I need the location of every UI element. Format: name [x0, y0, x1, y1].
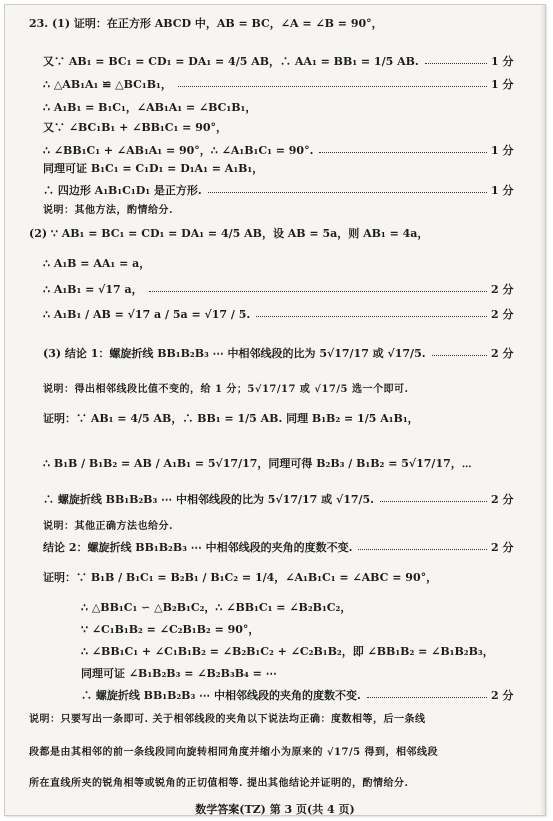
line-text: (2) ∵ AB₁ = BC₁ = CD₁ = DA₁ = 4/5 AB，设 AB = 5a，则 AB₁ = 4a， — [29, 227, 429, 240]
dot-leader — [432, 347, 487, 356]
line-text: 又∵ ∠BC₁B₁ + ∠BB₁C₁ = 90°， — [43, 121, 227, 134]
line-text: 又∵ AB₁ = BC₁ = CD₁ = DA₁ = 4/5 AB，∴ AA₁ = BB₁ = 1/5 AB. — [43, 55, 419, 68]
line-text: 所在直线所夹的锐角相等或锐角的正切值相等. 提出其他结论并证明的，酌情给分. — [29, 778, 409, 789]
line-text: ∴ ∠BB₁C₁ + ∠AB₁A₁ = 90°，∴ ∠A₁B₁C₁ = 90°. — [43, 144, 314, 157]
line-text: ∴ A₁B₁ / AB = √17 a / 5a = √17 / 5. — [43, 308, 251, 321]
line-text: ∴ ∠BB₁C₁ + ∠C₁B₁B₂ = ∠B₂B₁C₂ + ∠C₂B₁B₂，即 ∠BB₁B₂ = ∠B₁B₂B₃， — [81, 645, 494, 658]
line-text: ∴ △AB₁A₁ ≌ △BC₁B₁， — [43, 78, 172, 91]
score-mark: 2 分 — [491, 347, 514, 360]
line-text: 段都是由其相邻的前一条线段同向旋转相同角度并缩小为原来的 √17/5 得到，相邻线段 — [29, 747, 439, 758]
answer-sheet-page — [4, 4, 546, 816]
line-text: ∴ B₁B / B₁B₂ = AB / A₁B₁ = 5√17/17，同理可得 B₂B₃ / B₁B₂ = 5√17/17，⋯ — [43, 457, 472, 470]
page-edge-shadow — [540, 5, 545, 815]
page-footer: 数学答案(TZ) 第 3 页(共 4 页) — [195, 803, 355, 816]
line-text: ∴ 四边形 A₁B₁C₁D₁ 是正方形. — [43, 184, 202, 197]
dot-leader — [149, 283, 487, 292]
score-mark: 1 分 — [491, 55, 514, 68]
line-text: 23. (1) 证明：在正方形 ABCD 中，AB = BC，∠A = ∠B = 90°， — [29, 17, 383, 30]
line-text: ∵ ∠C₁B₁B₂ = ∠C₂B₁B₂ = 90°， — [81, 623, 260, 636]
dot-leader — [319, 144, 487, 153]
score-mark: 2 分 — [491, 541, 514, 554]
dot-leader — [380, 493, 487, 502]
line-text: 证明：∵ B₁B / B₁C₁ = B₂B₁ / B₁C₂ = 1/4，∠A₁B₁C₁ = ∠ABC = 90°， — [43, 571, 438, 584]
line-text: 说明：只要写出一条即可. 关于相邻线段的夹角以下说法均正确：度数相等，后一条线 — [29, 714, 426, 725]
dot-leader — [367, 689, 487, 698]
dot-leader — [208, 184, 487, 193]
dot-leader — [358, 541, 487, 550]
dot-leader — [256, 308, 487, 317]
score-mark: 2 分 — [491, 283, 514, 296]
line-text: (3) 结论 1：螺旋折线 BB₁B₂B₃ ⋯ 中相邻线段的比为 5√17/17 或 √17/5. — [43, 347, 426, 360]
score-mark: 2 分 — [491, 493, 514, 506]
line-text: ∴ 螺旋折线 BB₁B₂B₃ ⋯ 中相邻线段的比为 5√17/17 或 √17/5. — [43, 493, 375, 506]
line-text: 说明：其他方法，酌情给分. — [43, 205, 173, 216]
score-mark: 1 分 — [491, 78, 514, 91]
line-text: ∴ A₁B = AA₁ = a， — [43, 257, 151, 270]
dot-leader — [425, 55, 487, 64]
score-mark: 2 分 — [491, 689, 514, 702]
dot-leader — [178, 78, 487, 87]
score-mark: 1 分 — [491, 184, 514, 197]
line-text: ∴ A₁B₁ = √17 a， — [43, 283, 143, 296]
score-mark: 1 分 — [491, 144, 514, 157]
line-text: 结论 2：螺旋折线 BB₁B₂B₃ ⋯ 中相邻线段的夹角的度数不变. — [43, 541, 353, 554]
line-text: 说明：得出相邻线段比值不变的，给 1 分；5√17/17 或 √17/5 选一个即可. — [43, 384, 409, 395]
score-mark: 2 分 — [491, 308, 514, 321]
line-text: ∴ 螺旋折线 BB₁B₂B₃ ⋯ 中相邻线段的夹角的度数不变. — [81, 689, 361, 702]
line-text: 同理可证 ∠B₁B₂B₃ = ∠B₂B₃B₄ = ⋯ — [81, 667, 277, 680]
line-text: ∴ △BB₁C₁ ∽ △B₂B₁C₂，∴ ∠BB₁C₁ = ∠B₂B₁C₂， — [81, 601, 352, 614]
line-text: 同理可证 B₁C₁ = C₁D₁ = D₁A₁ = A₁B₁， — [43, 162, 264, 175]
line-text: ∴ A₁B₁ = B₁C₁，∠AB₁A₁ = ∠BC₁B₁， — [43, 101, 257, 114]
line-text: 说明：其他正确方法也给分. — [43, 521, 173, 532]
line-text: 证明：∵ AB₁ = 4/5 AB，∴ BB₁ = 1/5 AB. 同理 B₁B₂ = 1/5 A₁B₁， — [43, 412, 419, 425]
